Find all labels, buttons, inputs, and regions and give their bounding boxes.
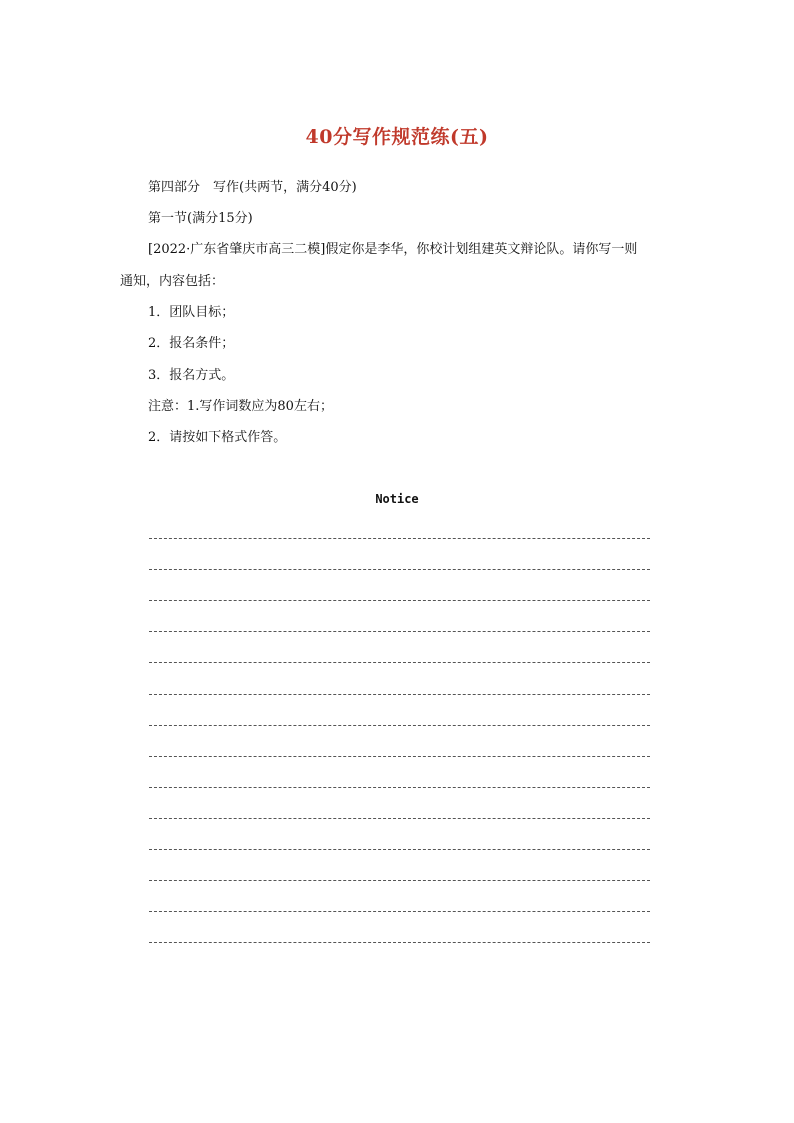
notice-heading: Notice [375, 492, 419, 506]
writing-line [149, 600, 650, 601]
writing-line [149, 911, 650, 912]
writing-line [149, 818, 650, 819]
subsection-header: 第一节(满分15分) [148, 211, 253, 226]
writing-line [149, 631, 650, 632]
writing-line [149, 787, 650, 788]
prompt-text-line-1: [2022·广东省肇庆市高三二模]假定你是李华，你校计划组建英文辩论队。请你写一则 [148, 242, 638, 257]
writing-line [149, 725, 650, 726]
content-item: 1．团队目标； [148, 305, 235, 320]
writing-line [149, 662, 650, 663]
writing-line [149, 538, 650, 539]
content-item: 2．报名条件； [148, 336, 235, 351]
content-item: 3．报名方式。 [148, 368, 235, 383]
writing-line [149, 569, 650, 570]
writing-line [149, 880, 650, 881]
note-line: 注意：1.写作词数应为80左右； [148, 399, 333, 414]
writing-line [149, 694, 650, 695]
prompt-text-line-2: 通知，内容包括： [120, 274, 225, 289]
writing-line [149, 942, 650, 943]
writing-line [149, 756, 650, 757]
note-line: 2．请按如下格式作答。 [148, 430, 287, 445]
writing-line [149, 849, 650, 850]
section-header: 第四部分 写作(共两节，满分40分) [148, 180, 357, 195]
page-title: 40分写作规范练(五) [305, 126, 489, 148]
